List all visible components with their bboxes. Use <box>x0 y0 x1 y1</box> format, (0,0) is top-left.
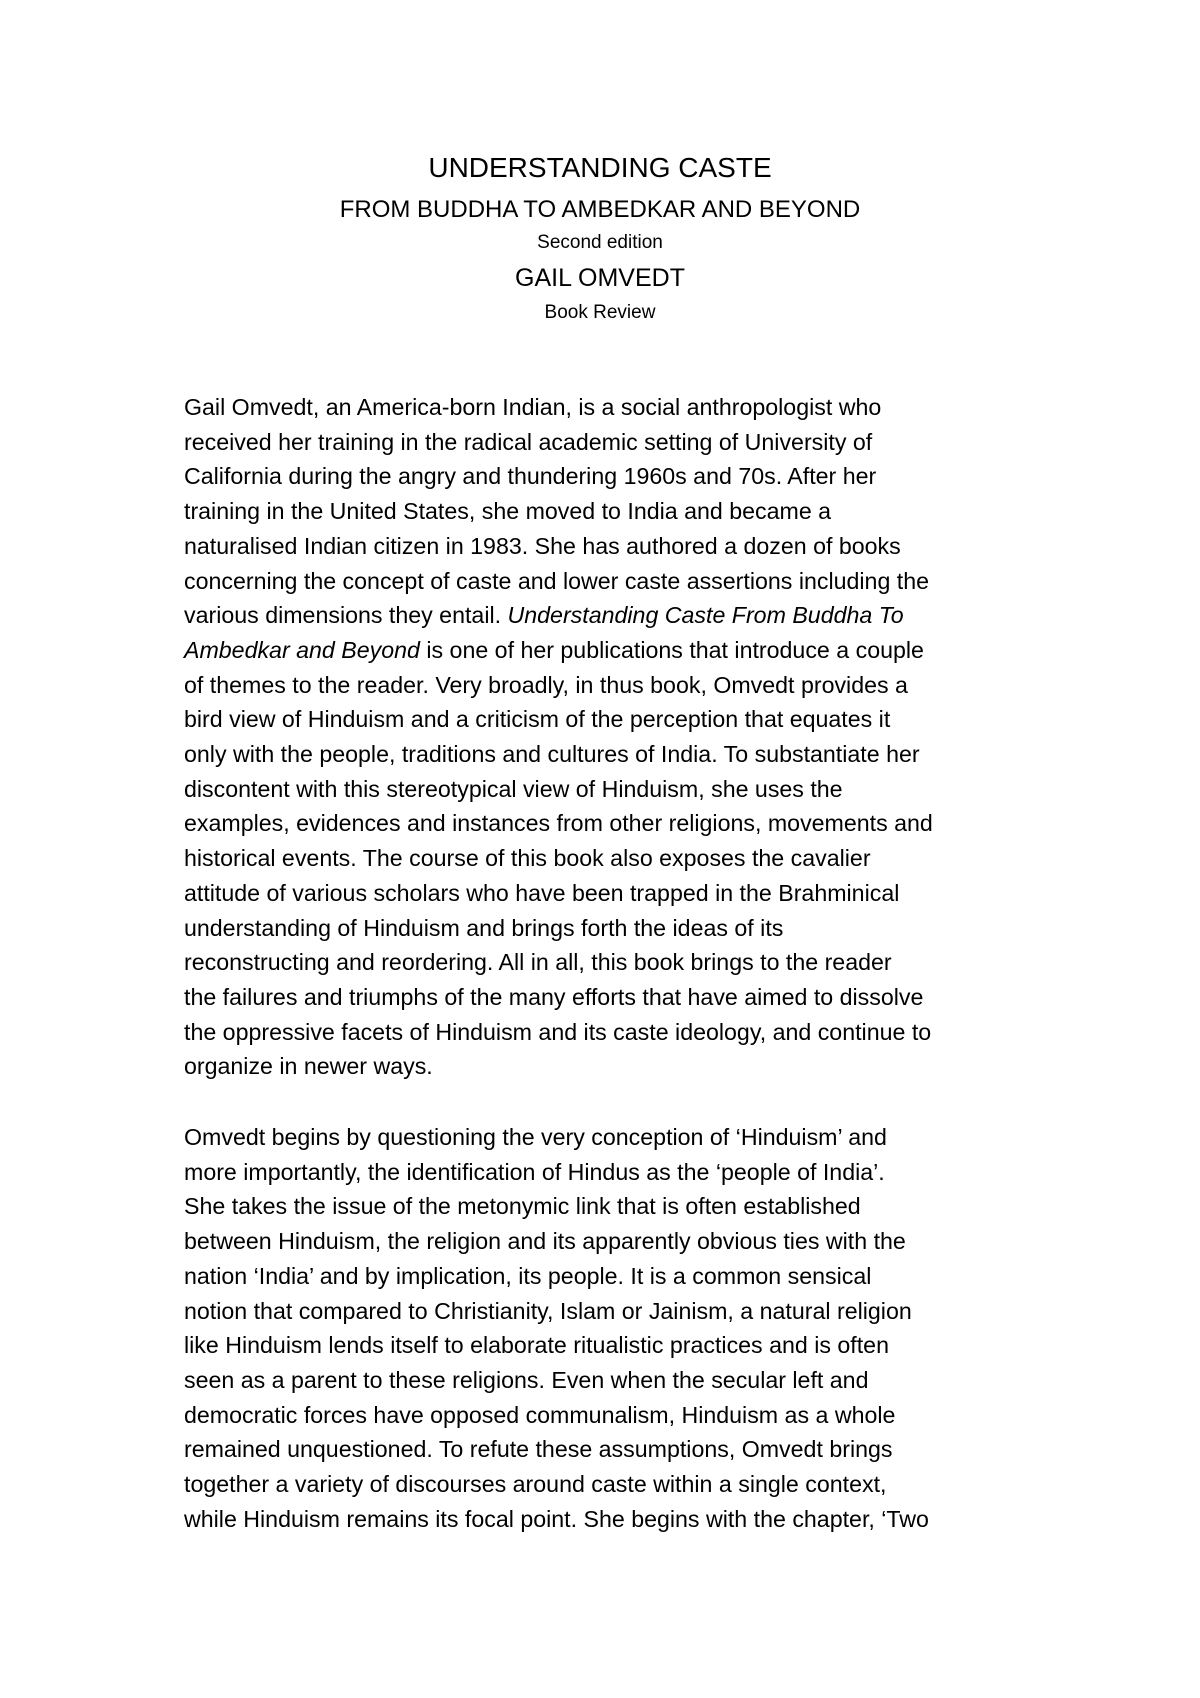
text-line: notion that compared to Christianity, Islam or Jainism, a natural religion <box>184 1297 912 1324</box>
text-line-with-title <box>184 598 1064 633</box>
text-line: naturalised Indian citizen in 1983. She has authored a dozen of books <box>184 532 901 559</box>
text-line: understanding of Hinduism and brings forth the ideas of its <box>184 914 784 941</box>
text-line: like Hinduism lends itself to elaborate ritualistic practices and is often <box>184 1332 889 1359</box>
text-line: seen as a parent to these religions. Even when the secular left and <box>184 1366 869 1393</box>
text-line: attitude of various scholars who have been trapped in the Brahminical <box>184 879 900 906</box>
paragraph-2 <box>184 1120 1064 1536</box>
text-line: Omvedt begins by questioning the very conception of ‘Hinduism’ and <box>184 1124 887 1150</box>
text-line: nation ‘India’ and by implication, its people. It is a common sensical <box>184 1262 872 1289</box>
text-segment: various dimensions they entail. <box>184 602 502 629</box>
text-line: She takes the issue of the metonymic link that is often established <box>184 1193 861 1220</box>
text-line: remained unquestioned. To refute these assumptions, Omvedt brings <box>184 1436 893 1463</box>
text-line: more importantly, the identification of Hindus as the ‘people of India’. <box>184 1158 885 1185</box>
book-subtitle: FROM BUDDHA TO AMBEDKAR AND BEYOND <box>339 196 861 223</box>
review-label: Book Review <box>544 302 656 323</box>
text-line: together a variety of discourses around caste within a single context, <box>184 1471 887 1498</box>
text-line: concerning the concept of caste and lower caste assertions including the <box>184 567 930 594</box>
text-line: training in the United States, she moved to India and became a <box>184 498 832 525</box>
paragraph-1 <box>184 390 1064 1084</box>
book-title-italic: Understanding Caste From Buddha To <box>507 602 904 629</box>
edition-label: Second edition <box>537 232 663 253</box>
text-line: the failures and triumphs of the many efforts that have aimed to dissolve <box>184 983 924 1010</box>
text-line: bird view of Hinduism and a criticism of the perception that equates it <box>184 706 891 733</box>
text-line: while Hinduism remains its focal point. She begins with the chapter, ‘Two <box>184 1505 929 1532</box>
text-line: received her training in the radical academic setting of University of <box>184 428 873 455</box>
text-line: examples, evidences and instances from other religions, movements and <box>184 810 933 837</box>
text-line: only with the people, traditions and cultures of India. To substantiate her <box>184 741 920 768</box>
text-segment: is one of her publications that introduce a couple <box>426 636 924 663</box>
text-line: Gail Omvedt, an America-born Indian, is a social anthropologist who <box>184 394 882 420</box>
text-line: discontent with this stereotypical view of Hinduism, she uses the <box>184 775 843 802</box>
text-line: between Hinduism, the religion and its apparently obvious ties with the <box>184 1228 906 1255</box>
text-line: organize in newer ways. <box>184 1053 433 1080</box>
text-line-with-title <box>184 633 1064 668</box>
text-line: of themes to the reader. Very broadly, in thus book, Omvedt provides a <box>184 671 908 698</box>
text-line: reconstructing and reordering. All in all, this book brings to the reader <box>184 949 892 976</box>
text-line: historical events. The course of this book also exposes the cavalier <box>184 845 871 872</box>
text-line: democratic forces have opposed communalism, Hinduism as a whole <box>184 1401 896 1428</box>
book-title-italic: Ambedkar and Beyond <box>184 636 420 663</box>
text-line: the oppressive facets of Hinduism and its caste ideology, and continue to <box>184 1018 932 1045</box>
text-line: California during the angry and thundering 1960s and 70s. After her <box>184 463 877 490</box>
author-name: GAIL OMVEDT <box>515 264 685 292</box>
book-title: UNDERSTANDING CASTE <box>428 152 772 183</box>
